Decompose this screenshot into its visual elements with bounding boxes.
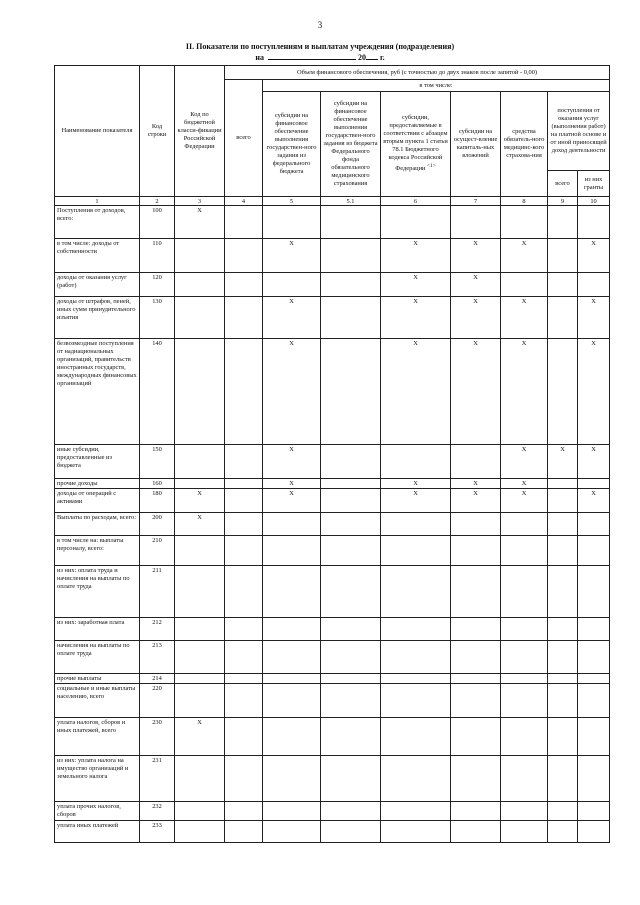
cell-oms-funds[interactable]: X <box>501 239 548 273</box>
table-row <box>55 273 610 297</box>
cell-classifier[interactable] <box>175 756 225 802</box>
table-row <box>55 684 610 718</box>
cell-paid-total[interactable] <box>548 566 578 618</box>
cell-classifier[interactable] <box>175 566 225 618</box>
cell-oms-funds[interactable]: X <box>501 489 548 513</box>
cell-paid-grants[interactable] <box>578 684 610 718</box>
cell-classifier[interactable]: X <box>175 206 225 239</box>
cell-paid-grants[interactable] <box>578 756 610 802</box>
table-row <box>55 206 610 239</box>
cell-subsidy-capital[interactable] <box>451 513 501 536</box>
cell-oms-funds[interactable]: X <box>501 479 548 489</box>
column-number: 10 <box>578 197 610 206</box>
cell-subsidy-781[interactable]: X <box>381 239 451 273</box>
row-code: 212 <box>140 618 175 641</box>
cell-subsidy-capital[interactable]: X <box>451 339 501 445</box>
row-name: уплата прочих налогов, сборов <box>55 802 140 821</box>
row-code: 140 <box>140 339 175 445</box>
cell-subsidy-state-task[interactable] <box>263 641 321 674</box>
header-subsidy-781-note: <1> <box>427 163 436 170</box>
cell-total[interactable] <box>225 566 263 618</box>
cell-subsidy-oms[interactable] <box>321 802 381 821</box>
cell-subsidy-state-task[interactable]: X <box>263 489 321 513</box>
column-number: 5 <box>263 197 321 206</box>
cell-paid-grants[interactable] <box>578 479 610 489</box>
cell-classifier[interactable] <box>175 618 225 641</box>
cell-oms-funds[interactable]: X <box>501 339 548 445</box>
cell-classifier[interactable] <box>175 802 225 821</box>
cell-oms-funds[interactable] <box>501 618 548 641</box>
table-row <box>55 566 610 618</box>
cell-subsidy-oms[interactable] <box>321 489 381 513</box>
row-name: в том числе: доходы от собственности <box>55 239 140 273</box>
row-code: 230 <box>140 718 175 756</box>
header-subsidy-oms: субсидии на финансовое обеспечение выполнения государствен-ного задания из бюджета Федерального фонда обязательного медицинского страхования <box>321 92 381 197</box>
cell-total[interactable] <box>225 674 263 684</box>
cell-paid-grants[interactable] <box>578 273 610 297</box>
table-row <box>55 445 610 479</box>
header-paid-grants: из них гранты <box>578 171 610 197</box>
cell-subsidy-oms[interactable] <box>321 756 381 802</box>
cell-subsidy-oms[interactable] <box>321 273 381 297</box>
cell-classifier[interactable]: X <box>175 718 225 756</box>
cell-paid-total[interactable] <box>548 206 578 239</box>
table-row <box>55 339 610 445</box>
row-name: иные субсидии, предоставленные из бюджета <box>55 445 140 479</box>
cell-paid-total[interactable] <box>548 339 578 445</box>
cell-subsidy-oms[interactable] <box>321 566 381 618</box>
table-row <box>55 536 610 566</box>
cell-total[interactable] <box>225 297 263 339</box>
cell-subsidy-781[interactable]: X <box>381 297 451 339</box>
cell-subsidy-capital[interactable] <box>451 674 501 684</box>
indicators-table <box>54 65 610 843</box>
cell-paid-total[interactable] <box>548 479 578 489</box>
table-row <box>55 618 610 641</box>
cell-total[interactable] <box>225 641 263 674</box>
cell-subsidy-oms[interactable] <box>321 674 381 684</box>
header-volume: Объем финансового обеспечения, руб (с точностью до двух знаков после запятой - 0,00) <box>225 66 610 80</box>
cell-subsidy-781[interactable] <box>381 618 451 641</box>
cell-total[interactable] <box>225 684 263 718</box>
cell-subsidy-oms[interactable] <box>321 445 381 479</box>
header-including: в том числе: <box>263 80 610 92</box>
cell-subsidy-781[interactable] <box>381 206 451 239</box>
page-number: 3 <box>317 20 323 30</box>
cell-total[interactable] <box>225 206 263 239</box>
row-name: доходы от штрафов, пеней, иных сумм принудительного изъятия <box>55 297 140 339</box>
cell-subsidy-state-task[interactable]: X <box>263 239 321 273</box>
row-code: 210 <box>140 536 175 566</box>
cell-subsidy-state-task[interactable] <box>263 674 321 684</box>
cell-subsidy-781[interactable] <box>381 641 451 674</box>
row-code: 180 <box>140 489 175 513</box>
row-code: 120 <box>140 273 175 297</box>
cell-classifier[interactable] <box>175 821 225 843</box>
cell-subsidy-capital[interactable]: X <box>451 239 501 273</box>
cell-total[interactable] <box>225 536 263 566</box>
column-number: 9 <box>548 197 578 206</box>
cell-subsidy-781[interactable] <box>381 821 451 843</box>
cell-subsidy-781[interactable] <box>381 718 451 756</box>
cell-subsidy-capital[interactable] <box>451 536 501 566</box>
header-code: Код строки <box>140 66 175 197</box>
cell-subsidy-state-task[interactable]: X <box>263 339 321 445</box>
row-code: 160 <box>140 479 175 489</box>
table-row <box>55 297 610 339</box>
cell-paid-total[interactable] <box>548 618 578 641</box>
cell-paid-total[interactable]: X <box>548 445 578 479</box>
cell-classifier[interactable] <box>175 445 225 479</box>
row-code: 213 <box>140 641 175 674</box>
cell-paid-grants[interactable] <box>578 618 610 641</box>
row-name: Выплаты по расходам, всего: <box>55 513 140 536</box>
cell-oms-funds[interactable] <box>501 513 548 536</box>
year-blank <box>366 52 378 60</box>
cell-subsidy-781[interactable] <box>381 513 451 536</box>
cell-total[interactable] <box>225 339 263 445</box>
cell-oms-funds[interactable] <box>501 756 548 802</box>
cell-paid-total[interactable] <box>548 684 578 718</box>
cell-oms-funds[interactable] <box>501 802 548 821</box>
cell-paid-grants[interactable] <box>578 674 610 684</box>
cell-subsidy-oms[interactable] <box>321 821 381 843</box>
cell-subsidy-state-task[interactable] <box>263 513 321 536</box>
table-row <box>55 479 610 489</box>
cell-subsidy-capital[interactable]: X <box>451 273 501 297</box>
cell-paid-total[interactable] <box>548 821 578 843</box>
cell-total[interactable] <box>225 821 263 843</box>
cell-paid-grants[interactable] <box>578 718 610 756</box>
cell-subsidy-781[interactable] <box>381 566 451 618</box>
cell-paid-grants[interactable]: X <box>578 445 610 479</box>
section-title: II. Показатели по поступлениям и выплатам учреждения (подразделения) <box>185 42 455 51</box>
header-oms-funds: средства обязатель-ного медицинс-кого страхова-ния <box>501 92 548 197</box>
cell-subsidy-781[interactable]: X <box>381 339 451 445</box>
cell-paid-grants[interactable] <box>578 513 610 536</box>
cell-paid-total[interactable] <box>548 756 578 802</box>
cell-subsidy-781[interactable] <box>381 445 451 479</box>
cell-subsidy-state-task[interactable]: X <box>263 445 321 479</box>
cell-oms-funds[interactable]: X <box>501 297 548 339</box>
cell-subsidy-781[interactable] <box>381 684 451 718</box>
header-total: всего <box>225 80 263 197</box>
cell-classifier[interactable] <box>175 273 225 297</box>
cell-paid-grants[interactable]: X <box>578 297 610 339</box>
cell-subsidy-capital[interactable] <box>451 718 501 756</box>
header-paid-total: всего <box>548 171 578 197</box>
column-number: 1 <box>55 197 140 206</box>
table-row <box>55 802 610 821</box>
table-row <box>55 641 610 674</box>
cell-subsidy-oms[interactable] <box>321 297 381 339</box>
cell-oms-funds[interactable] <box>501 206 548 239</box>
cell-subsidy-capital[interactable] <box>451 445 501 479</box>
cell-paid-total[interactable] <box>548 674 578 684</box>
table-row <box>55 674 610 684</box>
cell-paid-grants[interactable] <box>578 206 610 239</box>
cell-paid-total[interactable] <box>548 536 578 566</box>
cell-oms-funds[interactable]: X <box>501 445 548 479</box>
cell-oms-funds[interactable] <box>501 641 548 674</box>
cell-oms-funds[interactable] <box>501 273 548 297</box>
cell-subsidy-capital[interactable]: X <box>451 479 501 489</box>
row-name: начисления на выплаты по оплате труда <box>55 641 140 674</box>
cell-oms-funds[interactable] <box>501 566 548 618</box>
cell-total[interactable] <box>225 445 263 479</box>
column-number: 5.1 <box>321 197 381 206</box>
row-name: из них: оплата труда и начисления на выплаты по оплате труда <box>55 566 140 618</box>
cell-paid-grants[interactable]: X <box>578 339 610 445</box>
cell-subsidy-781[interactable]: X <box>381 479 451 489</box>
cell-paid-grants[interactable] <box>578 641 610 674</box>
cell-total[interactable] <box>225 239 263 273</box>
cell-subsidy-state-task[interactable] <box>263 206 321 239</box>
row-code: 233 <box>140 821 175 843</box>
cell-classifier[interactable] <box>175 339 225 445</box>
row-name: прочие выплаты <box>55 674 140 684</box>
cell-subsidy-capital[interactable]: X <box>451 297 501 339</box>
cell-paid-total[interactable] <box>548 718 578 756</box>
cell-oms-funds[interactable] <box>501 684 548 718</box>
cell-subsidy-oms[interactable] <box>321 641 381 674</box>
column-number: 3 <box>175 197 225 206</box>
cell-oms-funds[interactable] <box>501 821 548 843</box>
cell-paid-total[interactable] <box>548 489 578 513</box>
cell-oms-funds[interactable] <box>501 718 548 756</box>
row-name: доходы от оказания услуг (работ) <box>55 273 140 297</box>
cell-classifier[interactable] <box>175 684 225 718</box>
table-row <box>55 756 610 802</box>
column-number: 2 <box>140 197 175 206</box>
cell-total[interactable] <box>225 756 263 802</box>
row-name: уплата налогов, сборов и иных платежей, всего <box>55 718 140 756</box>
row-name: доходы от операций с активами <box>55 489 140 513</box>
row-code: 232 <box>140 802 175 821</box>
cell-subsidy-oms[interactable] <box>321 239 381 273</box>
header-name: Наименование показателя <box>55 66 140 197</box>
cell-paid-grants[interactable] <box>578 536 610 566</box>
cell-classifier[interactable] <box>175 674 225 684</box>
cell-total[interactable] <box>225 513 263 536</box>
cell-paid-grants[interactable] <box>578 802 610 821</box>
date-line <box>0 52 640 62</box>
cell-subsidy-capital[interactable] <box>451 802 501 821</box>
row-code: 130 <box>140 297 175 339</box>
cell-oms-funds[interactable] <box>501 536 548 566</box>
cell-subsidy-state-task[interactable] <box>263 536 321 566</box>
cell-subsidy-oms[interactable] <box>321 339 381 445</box>
header-subsidy-state-task: субсидии на финансовое обеспечение выполнения государствен-ного задания из федерального бюджета <box>263 92 321 197</box>
cell-paid-grants[interactable] <box>578 821 610 843</box>
header-subsidy-781-text: субсидии, предоставляемые в соответствии с абзацем вторым пункта 1 статьи 78.1 Бюджетного кодекса Российской Федерации <box>383 114 448 173</box>
cell-subsidy-capital[interactable] <box>451 756 501 802</box>
cell-subsidy-state-task[interactable]: X <box>263 297 321 339</box>
cell-subsidy-state-task[interactable] <box>263 821 321 843</box>
cell-subsidy-781[interactable] <box>381 536 451 566</box>
header-subsidy-781 <box>381 92 451 197</box>
cell-subsidy-capital[interactable] <box>451 641 501 674</box>
table-row <box>55 489 610 513</box>
cell-subsidy-state-task[interactable] <box>263 718 321 756</box>
year-suffix: г. <box>379 53 385 62</box>
cell-paid-grants[interactable]: X <box>578 239 610 273</box>
cell-subsidy-state-task[interactable] <box>263 802 321 821</box>
cell-paid-total[interactable] <box>548 802 578 821</box>
cell-subsidy-capital[interactable] <box>451 821 501 843</box>
cell-subsidy-781[interactable] <box>381 674 451 684</box>
cell-subsidy-oms[interactable] <box>321 536 381 566</box>
cell-classifier[interactable] <box>175 297 225 339</box>
row-name: прочие доходы <box>55 479 140 489</box>
cell-paid-total[interactable] <box>548 297 578 339</box>
header-classifier: Код по бюджетной класси-фикации Российской Федерации <box>175 66 225 197</box>
table-row <box>55 821 610 843</box>
cell-subsidy-oms[interactable] <box>321 513 381 536</box>
cell-subsidy-state-task[interactable]: X <box>263 479 321 489</box>
cell-total[interactable] <box>225 273 263 297</box>
row-name: социальные и иные выплаты населению, всего <box>55 684 140 718</box>
cell-subsidy-capital[interactable] <box>451 566 501 618</box>
cell-subsidy-oms[interactable] <box>321 718 381 756</box>
cell-classifier[interactable] <box>175 536 225 566</box>
header-paid-services: поступления от оказания услуг (выполнения работ) на платной основе и от иной приносящей доход деятельности <box>548 92 610 171</box>
row-code: 220 <box>140 684 175 718</box>
row-code: 110 <box>140 239 175 273</box>
year-prefix: 20 <box>357 53 366 62</box>
cell-paid-total[interactable] <box>548 239 578 273</box>
cell-classifier[interactable] <box>175 239 225 273</box>
row-name: в том числе на: выплаты персоналу, всего: <box>55 536 140 566</box>
cell-classifier[interactable]: X <box>175 513 225 536</box>
column-number-row <box>55 197 610 206</box>
table-row <box>55 718 610 756</box>
cell-oms-funds[interactable] <box>501 674 548 684</box>
row-name: уплата иных платежей <box>55 821 140 843</box>
column-number: 8 <box>501 197 548 206</box>
cell-paid-grants[interactable]: X <box>578 489 610 513</box>
cell-subsidy-oms[interactable] <box>321 684 381 718</box>
header-subsidy-capital: субсидии на осущест-вление капиталь-ных вложений <box>451 92 501 197</box>
cell-total[interactable] <box>225 802 263 821</box>
cell-subsidy-state-task[interactable] <box>263 684 321 718</box>
row-code: 100 <box>140 206 175 239</box>
row-code: 214 <box>140 674 175 684</box>
cell-subsidy-state-task[interactable] <box>263 273 321 297</box>
cell-total[interactable] <box>225 718 263 756</box>
cell-subsidy-state-task[interactable] <box>263 566 321 618</box>
row-name: безвозмездные поступления от наднациональных организаций, правительств иностранных государств, международных финансовых организаций <box>55 339 140 445</box>
cell-subsidy-781[interactable]: X <box>381 273 451 297</box>
table-row <box>55 239 610 273</box>
cell-classifier[interactable]: X <box>175 489 225 513</box>
row-name: из них: уплата налога на имущество организаций и земельного налога <box>55 756 140 802</box>
date-blank <box>268 52 356 60</box>
cell-paid-grants[interactable] <box>578 566 610 618</box>
table-row <box>55 513 610 536</box>
row-name: из них: заработная плата <box>55 618 140 641</box>
cell-subsidy-capital[interactable] <box>451 684 501 718</box>
row-code: 150 <box>140 445 175 479</box>
cell-subsidy-oms[interactable] <box>321 618 381 641</box>
cell-subsidy-capital[interactable] <box>451 618 501 641</box>
cell-subsidy-state-task[interactable] <box>263 756 321 802</box>
cell-subsidy-state-task[interactable] <box>263 618 321 641</box>
row-code: 211 <box>140 566 175 618</box>
cell-subsidy-capital[interactable]: X <box>451 489 501 513</box>
cell-paid-total[interactable] <box>548 273 578 297</box>
cell-subsidy-781[interactable] <box>381 756 451 802</box>
cell-subsidy-781[interactable] <box>381 802 451 821</box>
row-code: 231 <box>140 756 175 802</box>
date-prefix: на <box>255 53 264 62</box>
cell-total[interactable] <box>225 618 263 641</box>
column-number: 4 <box>225 197 263 206</box>
cell-subsidy-oms[interactable] <box>321 479 381 489</box>
cell-classifier[interactable] <box>175 641 225 674</box>
cell-classifier[interactable] <box>175 479 225 489</box>
cell-paid-total[interactable] <box>548 513 578 536</box>
row-name: Поступления от доходов, всего: <box>55 206 140 239</box>
row-code: 200 <box>140 513 175 536</box>
column-number: 7 <box>451 197 501 206</box>
column-number: 6 <box>381 197 451 206</box>
cell-total[interactable] <box>225 479 263 489</box>
cell-subsidy-oms[interactable] <box>321 206 381 239</box>
cell-paid-total[interactable] <box>548 641 578 674</box>
cell-subsidy-781[interactable]: X <box>381 489 451 513</box>
cell-total[interactable] <box>225 489 263 513</box>
cell-subsidy-capital[interactable] <box>451 206 501 239</box>
